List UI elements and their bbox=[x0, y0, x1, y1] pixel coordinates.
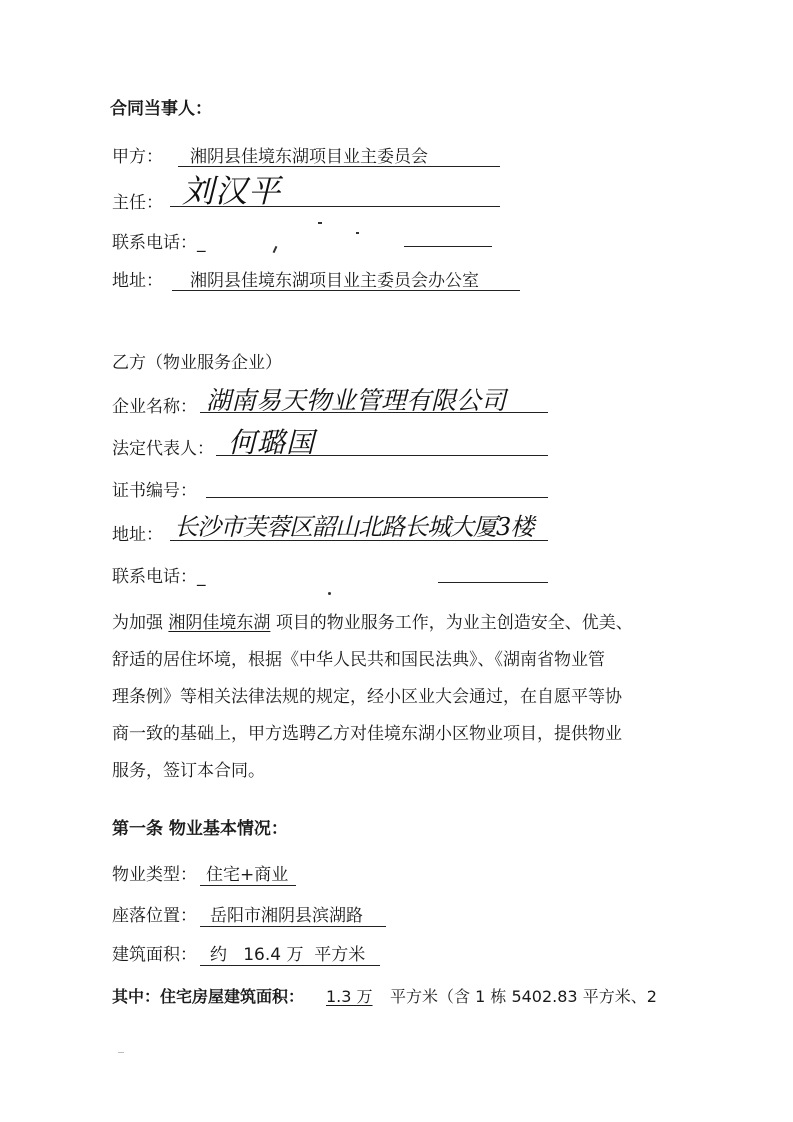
residential-area-label: 其中：住宅房屋建筑面积： bbox=[112, 987, 305, 1006]
party-b-legal-rep-underline bbox=[216, 455, 548, 456]
article-1-title: 第一条 物业基本情况： bbox=[112, 819, 288, 839]
intro-prefix: 为加强 bbox=[112, 613, 163, 633]
property-type-underline bbox=[200, 885, 296, 886]
area-value: 约 16.4 万 平方米 bbox=[210, 945, 366, 965]
property-type-value: 住宅+商业 bbox=[206, 865, 289, 885]
residential-area-value: 1.3 万 bbox=[326, 987, 373, 1006]
intro-paragraph bbox=[112, 605, 712, 790]
residential-area-suffix: 平方米（含 1 栋 5402.83 平方米、2 bbox=[390, 987, 657, 1006]
area-underline bbox=[200, 965, 380, 966]
party-a-name: 湘阴县佳境东湖项目业主委员会 bbox=[190, 147, 428, 167]
party-b-heading: 乙方（物业服务企业） bbox=[112, 353, 282, 373]
intro-line-2: 舒适的居住坏境，根据《中华人民共和国民法典》、《湖南省物业管 bbox=[112, 650, 605, 670]
intro-line-1 bbox=[112, 605, 712, 642]
redaction-mark bbox=[356, 232, 359, 234]
party-b-phone-label: 联系电话：_ bbox=[112, 567, 206, 587]
party-b-company-label: 企业名称： bbox=[112, 397, 197, 417]
location-value: 岳阳市湘阴县滨湖路 bbox=[210, 906, 363, 926]
party-b-certificate-label: 证书编号： bbox=[112, 481, 197, 501]
intro-project-name: 湘阴佳境东湖 bbox=[168, 613, 271, 633]
party-a-name-underline bbox=[178, 166, 500, 167]
party-a-label: 甲方： bbox=[112, 147, 163, 167]
intro-suffix: 项目的物业服务工作，为业主创造安全、优美、 bbox=[275, 613, 633, 633]
party-a-phone-label: 联系电话：_ bbox=[112, 233, 206, 253]
location-underline bbox=[200, 926, 386, 927]
party-b-certificate-underline bbox=[206, 497, 548, 498]
intro-line-4: 商一致的基础上，甲方选聘乙方对佳境东湖小区物业项目，提供物业 bbox=[112, 724, 622, 744]
party-b-address-label: 地址： bbox=[112, 525, 163, 545]
scan-speck bbox=[118, 1052, 124, 1053]
party-a-address-underline bbox=[172, 290, 520, 291]
party-b-address-underline bbox=[170, 540, 548, 541]
party-a-director-signature: 刘汉平 bbox=[182, 172, 282, 210]
party-b-legal-rep-signature: 何璐国 bbox=[228, 426, 316, 459]
party-b-legal-rep-label: 法定代表人： bbox=[112, 439, 214, 459]
party-b-company-signature: 湖南易天物业管理有限公司 bbox=[206, 386, 507, 415]
party-a-director-underline bbox=[170, 206, 500, 207]
party-b-company-underline bbox=[200, 412, 548, 413]
area-label: 建筑面积： bbox=[112, 945, 197, 965]
intro-line-5: 服务，签订本合同。 bbox=[112, 761, 265, 781]
party-a-address-label: 地址： bbox=[112, 271, 163, 291]
party-a-phone-underline bbox=[404, 246, 492, 247]
property-type-label: 物业类型： bbox=[112, 865, 197, 885]
party-a-address: 湘阴县佳境东湖项目业主委员会办公室 bbox=[190, 271, 479, 291]
redaction-mark bbox=[273, 246, 278, 253]
intro-line-3: 理条例》等相关法律法规的规定，经小区业大会通过，在自愿平等协 bbox=[112, 687, 622, 707]
party-a-director-label: 主任： bbox=[112, 193, 163, 213]
location-label: 座落位置： bbox=[112, 906, 197, 926]
party-b-phone-underline bbox=[438, 582, 548, 583]
party-b-address-signature: 长沙市芙蓉区韶山北路长城大厦3楼 bbox=[174, 513, 534, 541]
contract-parties-heading: 合同当事人： bbox=[110, 99, 212, 119]
redaction-mark bbox=[318, 222, 322, 224]
redaction-mark bbox=[328, 592, 331, 595]
